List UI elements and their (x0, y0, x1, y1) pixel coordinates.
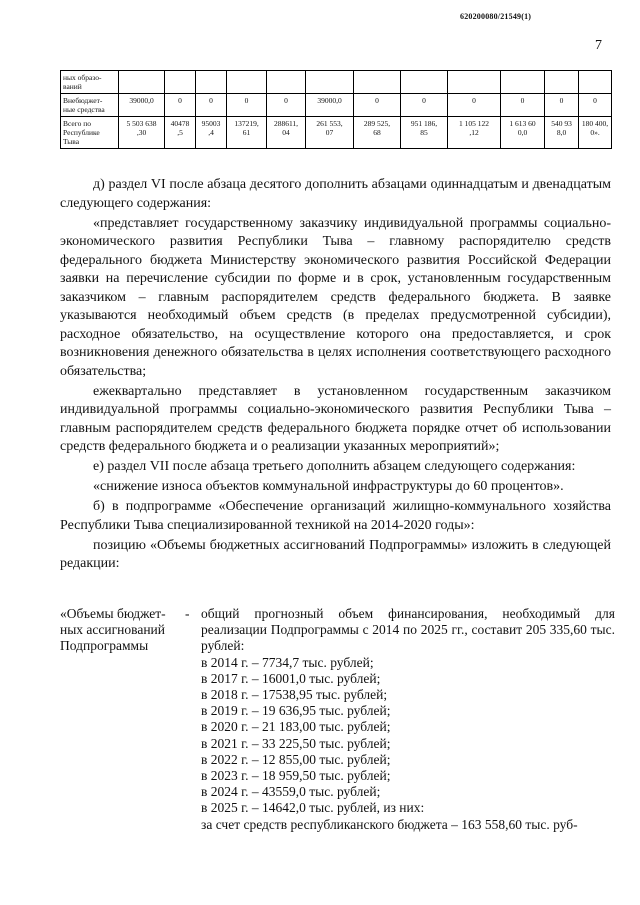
page-number: 7 (595, 38, 602, 53)
paragraph: «снижение износа объектов коммунальной инфраструктуры до 60 процентов». (93, 479, 564, 494)
table-cell: 40478 ,5 (165, 117, 196, 149)
table-cell: 180 400, 0». (579, 117, 612, 149)
table-cell: 951 186, 85 (401, 117, 448, 149)
year-line: в 2020 г. – 21 183,00 тыс. рублей; (201, 719, 391, 735)
document-code: 620200080/21549(1) (460, 12, 532, 21)
table-cell (545, 71, 579, 94)
row-label: Внебюджет- ные средства (61, 94, 119, 117)
table-cell: 39000,0 (119, 94, 165, 117)
paragraph: «представляет государственному заказчику индивидуальной программы социально-экономического развития Республики Тыва – главному распорядителю средств федерального бюджета Министерству экономического развития Российской Федерации заявки на перечисление субсидии по форме и в срок, установленным государственным заказчиком – главным распорядителем средств федерального бюджета. В заявке указываются необходимый объем средств (в пределах предусмотренной субсидии), расходное обязательство, на осуществление которого она предоставляется, и срок возникновения денежного обязательства в целях исполнения соответствующего расходного обязательства; (60, 215, 611, 379)
table-cell: 1 105 122 ,12 (448, 117, 501, 149)
table-row (61, 94, 612, 117)
paragraph: е) раздел VII после абзаца третьего дополнить абзацем следующего содержания: (93, 459, 576, 474)
table-cell (267, 71, 306, 94)
row-label: Всего по Республике Тыва (61, 117, 119, 149)
table-cell: 0 (448, 94, 501, 117)
year-line: в 2018 г. – 17538,95 тыс. рублей; (201, 687, 388, 703)
paragraph: б) в подпрограмме «Обеспечение организаций жилищно-коммунального хозяйства Республики Тыва специализированной техникой на 2014-2020 годы»: (60, 499, 611, 533)
funding-table (60, 70, 612, 149)
document-body (60, 176, 611, 574)
table-cell: 540 93 8,0 (545, 117, 579, 149)
table-cell: 0 (354, 94, 401, 117)
table-cell: 0 (267, 94, 306, 117)
table-cell: 288611, 04 (267, 117, 306, 149)
table-cell: 289 525, 68 (354, 117, 401, 149)
table-cell (119, 71, 165, 94)
table-cell: 0 (501, 94, 545, 117)
table-cell (306, 71, 354, 94)
year-line: в 2023 г. – 18 959,50 тыс. рублей; (201, 768, 391, 784)
table-cell (196, 71, 227, 94)
passport-label: «Объемы бюджет- ных ассигнований Подпрограммы (60, 606, 166, 654)
passport-intro: общий прогнозный объем финансирования, необходимый для реализации Подпрограммы с 2014 по 2025 гг., составит 205 335,60 тыс. рублей: (201, 606, 615, 654)
table-cell: 0 (196, 94, 227, 117)
table-cell: 0 (227, 94, 267, 117)
table-cell (579, 71, 612, 94)
table-cell: 39000,0 (306, 94, 354, 117)
table-cell: 0 (545, 94, 579, 117)
table-cell (401, 71, 448, 94)
table-cell (354, 71, 401, 94)
year-line: в 2021 г. – 33 225,50 тыс. рублей; (201, 735, 391, 751)
year-line: в 2025 г. – 14642,0 тыс. рублей, из них: (201, 800, 425, 816)
table-cell: 261 553, 07 (306, 117, 354, 149)
passport-last-line: за счет средств республиканского бюджета – 163 558,60 тыс. руб- (201, 816, 578, 832)
table-row (61, 71, 612, 94)
table-cell: 0 (579, 94, 612, 117)
paragraph: ежеквартально представляет в установленном государственным заказчиком индивидуальной программы социально-экономического развития Республики Тыва – главным распорядителем средств федерального бюджета порядке отчет об использовании средств федерального бюджета и о реализации указанных мероприятий»; (60, 383, 611, 454)
year-line: в 2017 г. – 16001,0 тыс. рублей; (201, 670, 381, 686)
table-cell (227, 71, 267, 94)
table-cell: 0 (401, 94, 448, 117)
table-cell (448, 71, 501, 94)
row-label: ных образо- ваний (61, 71, 119, 94)
table-cell: 1 613 60 0,0 (501, 117, 545, 149)
year-line: в 2019 г. – 19 636,95 тыс. рублей; (201, 703, 391, 719)
table-row (61, 117, 612, 149)
passport-dash: - (185, 606, 190, 621)
table-cell: 137219, 61 (227, 117, 267, 149)
year-line: в 2024 г. – 43559,0 тыс. рублей; (201, 784, 381, 800)
table-cell: 0 (165, 94, 196, 117)
year-line: в 2014 г. – 7734,7 тыс. рублей; (201, 654, 374, 670)
table-cell (501, 71, 545, 94)
year-line: в 2022 г. – 12 855,00 тыс. рублей; (201, 751, 391, 767)
table-cell (165, 71, 196, 94)
paragraph: позицию «Объемы бюджетных ассигнований Подпрограммы» изложить в следующей редакции: (60, 537, 611, 571)
passport-content (201, 606, 615, 833)
table-cell: 95003 ,4 (196, 117, 227, 149)
paragraph: д) раздел VI после абзаца десятого дополнить абзацами одиннадцатым и двенадцатым следующего содержания: (60, 177, 611, 211)
table-cell: 5 503 638 ,30 (119, 117, 165, 149)
